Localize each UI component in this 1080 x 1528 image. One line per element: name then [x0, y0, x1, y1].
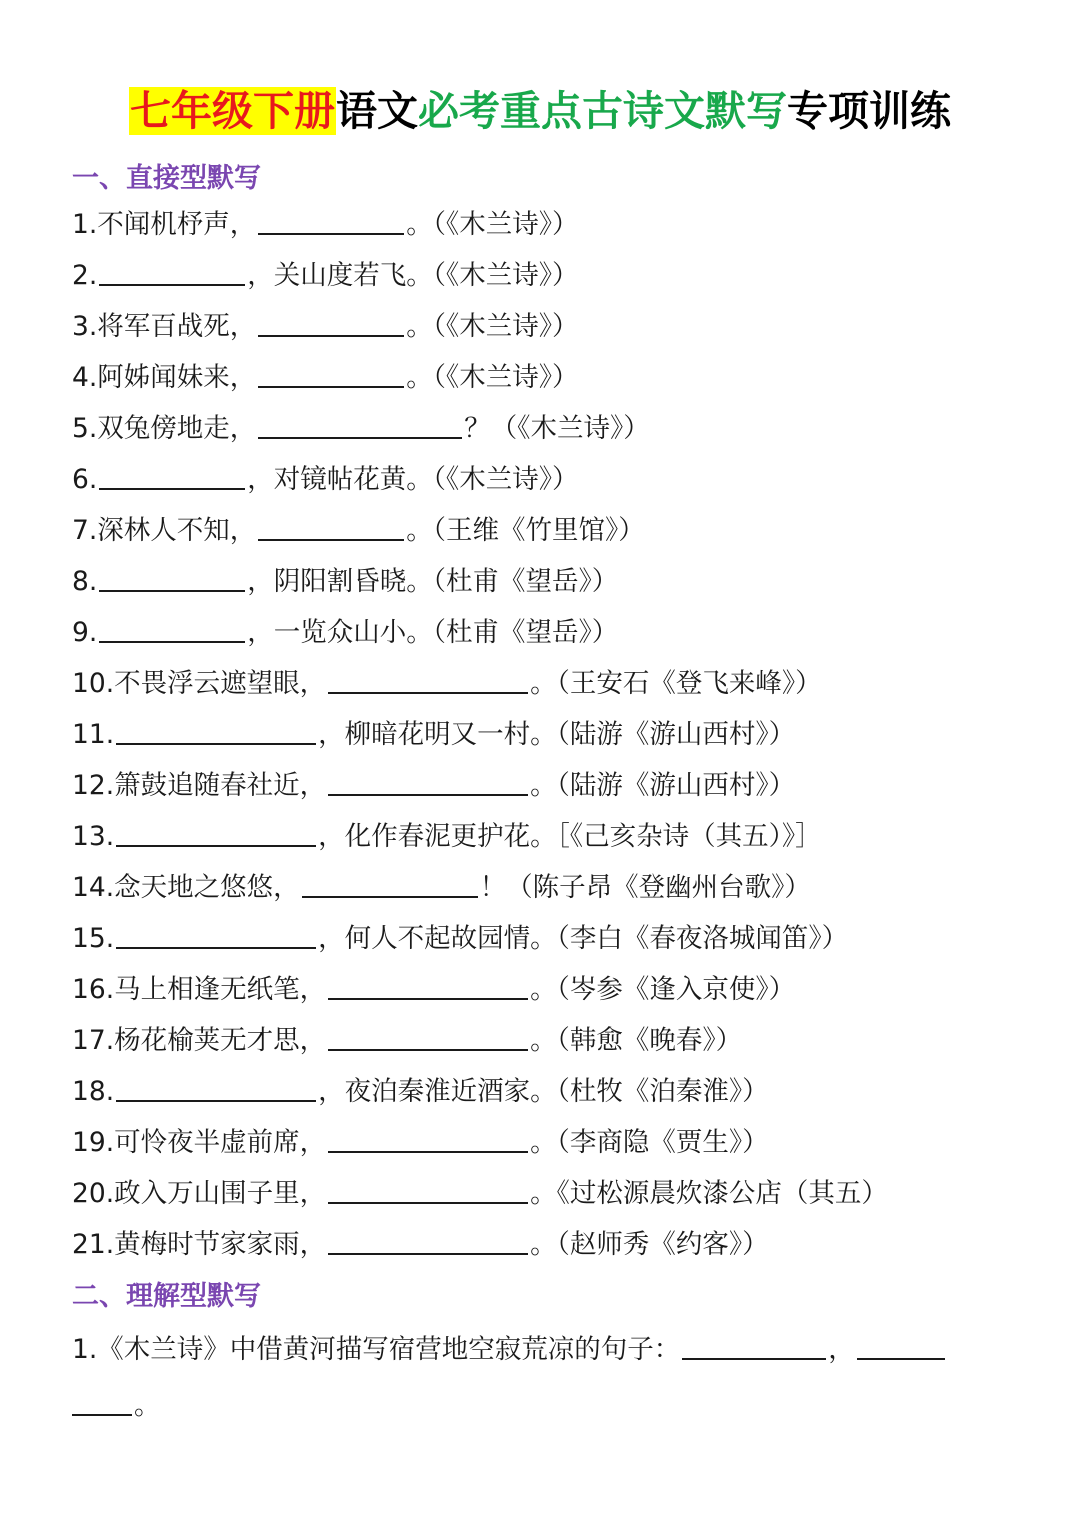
question-number: 11.	[72, 719, 115, 750]
title-highlight: 七年级下册	[130, 87, 335, 135]
title-topic: 必考重点古诗文默写	[418, 87, 787, 135]
answer-blank[interactable]	[258, 407, 462, 439]
question-item	[72, 203, 1032, 254]
question-source: 。（韩愈《晚春》）	[530, 1025, 743, 1056]
answer-blank[interactable]	[258, 203, 404, 235]
answer-blank[interactable]	[258, 305, 404, 337]
question-source: 。（《木兰诗》）	[406, 362, 579, 393]
answer-blank[interactable]	[99, 611, 245, 643]
question-number: 17.	[72, 1025, 115, 1056]
question-number: 4.	[72, 362, 98, 393]
question-source: 。（王安石《登飞来峰》）	[530, 668, 822, 699]
title-suffix: 专项训练	[787, 87, 951, 135]
question-number: 14.	[72, 872, 115, 903]
answer-blank[interactable]	[99, 254, 245, 286]
question-text: 阿姊闻妹来，	[97, 362, 257, 393]
question-source: 。《过松源晨炊漆公店（其五）	[530, 1178, 888, 1209]
question-source: ？（《木兰诗》）	[464, 413, 650, 444]
answer-blank[interactable]	[116, 815, 316, 847]
question-number: 21.	[72, 1229, 115, 1260]
question-item	[72, 917, 1032, 968]
question-item	[72, 1223, 1032, 1274]
question-source: ，关山度若飞。（《木兰诗》）	[247, 260, 579, 291]
question-number: 1.	[72, 209, 98, 240]
answer-blank[interactable]	[99, 458, 245, 490]
question-number: 18.	[72, 1076, 115, 1107]
question-number: 15.	[72, 923, 115, 954]
question-item	[72, 356, 1032, 407]
answer-blank[interactable]	[258, 356, 404, 388]
question-text: 1.《木兰诗》中借黄河描写宿营地空寂荒凉的句子：	[72, 1334, 681, 1365]
question-item	[72, 866, 1032, 917]
question-text: 念天地之悠悠，	[114, 872, 300, 903]
question-source: ，何人不起故园情。（李白《春夜洛城闻笛》）	[318, 923, 849, 954]
answer-blank[interactable]	[328, 1172, 528, 1204]
question-text: 黄梅时节家家雨，	[114, 1229, 327, 1260]
answer-blank-continued[interactable]	[72, 1384, 132, 1416]
question-text: 杨花榆荚无才思，	[114, 1025, 327, 1056]
question-text: 可怜夜半虚前席，	[114, 1127, 327, 1158]
answer-blank[interactable]	[116, 917, 316, 949]
question-item	[72, 1121, 1032, 1172]
answer-blank[interactable]	[328, 662, 528, 694]
question-item	[72, 407, 1032, 458]
question-item	[72, 713, 1032, 764]
question-number: 7.	[72, 515, 98, 546]
question-item	[72, 1070, 1032, 1121]
question-number: 5.	[72, 413, 98, 444]
comprehension-question-1	[72, 1322, 1012, 1434]
answer-blank[interactable]	[328, 1019, 528, 1051]
question-text: 不闻机杼声，	[97, 209, 257, 240]
question-source: ，柳暗花明又一村。（陆游《游山西村》）	[318, 719, 796, 750]
question-item	[72, 509, 1032, 560]
answer-blank[interactable]	[258, 509, 404, 541]
question-source: ，阴阳割昏晓。（杜甫《望岳》）	[247, 566, 619, 597]
question-source: 。（李商隐《贾生》）	[530, 1127, 769, 1158]
question-item	[72, 1172, 1032, 1223]
question-source: 。（《木兰诗》）	[406, 311, 579, 342]
question-source: 。（赵师秀《约客》）	[530, 1229, 769, 1260]
section-heading-comprehension: 二、理解型默写	[72, 1281, 261, 1312]
question-item	[72, 764, 1032, 815]
answer-blank[interactable]	[328, 1223, 528, 1255]
question-item	[72, 254, 1032, 305]
question-number: 16.	[72, 974, 115, 1005]
question-number: 6.	[72, 464, 98, 495]
question-number: 13.	[72, 821, 115, 852]
question-comma: ，	[828, 1334, 855, 1365]
page-title	[0, 78, 1080, 137]
question-text: 马上相逢无纸笔，	[114, 974, 327, 1005]
answer-blank[interactable]	[682, 1328, 826, 1360]
question-item	[72, 1019, 1032, 1070]
question-item	[72, 815, 1032, 866]
question-end: 。	[134, 1390, 161, 1421]
question-number: 20.	[72, 1178, 115, 1209]
question-item	[72, 662, 1032, 713]
question-number: 3.	[72, 311, 98, 342]
question-list	[72, 203, 1032, 1274]
answer-blank[interactable]	[116, 1070, 316, 1102]
question-source: 。（岑参《逢入京使》）	[530, 974, 796, 1005]
question-text: 政入万山围子里，	[114, 1178, 327, 1209]
answer-blank[interactable]	[116, 713, 316, 745]
question-item	[72, 305, 1032, 356]
question-number: 12.	[72, 770, 115, 801]
answer-blank[interactable]	[302, 866, 478, 898]
question-item	[72, 968, 1032, 1019]
question-source: ，一览众山小。（杜甫《望岳》）	[247, 617, 619, 648]
question-text: 箫鼓追随春社近，	[114, 770, 327, 801]
question-item	[72, 560, 1032, 611]
question-source: 。（陆游《游山西村》）	[530, 770, 796, 801]
question-number: 19.	[72, 1127, 115, 1158]
question-text: 深林人不知，	[97, 515, 257, 546]
question-source: ，夜泊秦淮近酒家。（杜牧《泊秦淮》）	[318, 1076, 769, 1107]
question-source: 。（王维《竹里馆》）	[406, 515, 645, 546]
question-source: 。（《木兰诗》）	[406, 209, 579, 240]
question-source: ，对镜帖花黄。（《木兰诗》）	[247, 464, 579, 495]
title-subject: 语文	[336, 87, 418, 135]
question-text: 将军百战死，	[97, 311, 257, 342]
answer-blank[interactable]	[99, 560, 245, 592]
question-text: 不畏浮云遮望眼，	[114, 668, 327, 699]
question-text: 双兔傍地走，	[97, 413, 257, 444]
question-number: 9.	[72, 617, 98, 648]
question-number: 10.	[72, 668, 115, 699]
answer-blank[interactable]	[328, 968, 528, 1000]
question-number: 2.	[72, 260, 98, 291]
section-heading-direct: 一、直接型默写	[72, 163, 261, 194]
question-item	[72, 611, 1032, 662]
question-source: ，化作春泥更护花。［《己亥杂诗（其五）》］	[318, 821, 822, 852]
question-number: 8.	[72, 566, 98, 597]
question-item	[72, 458, 1032, 509]
answer-blank[interactable]	[328, 764, 528, 796]
answer-blank[interactable]	[328, 1121, 528, 1153]
question-source: ！（陈子昂《登幽州台歌》）	[479, 872, 811, 903]
answer-blank[interactable]	[857, 1328, 945, 1360]
